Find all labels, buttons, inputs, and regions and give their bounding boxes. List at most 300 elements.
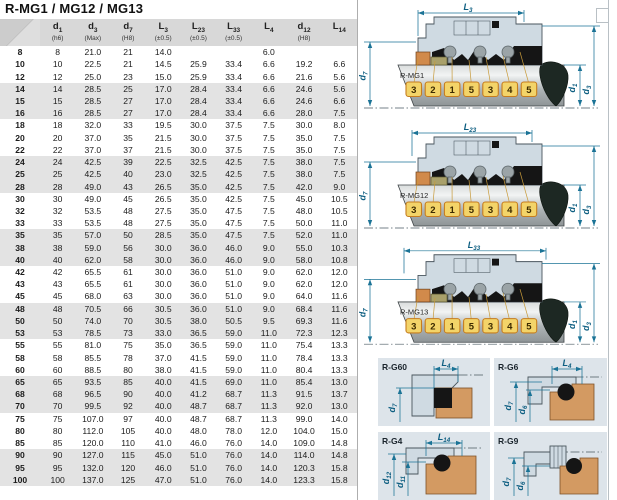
table-cell: 38: [52, 242, 63, 253]
table-cell: 28.5: [154, 230, 172, 241]
table-cell: 35.0: [154, 340, 172, 351]
table-row: [0, 437, 357, 449]
table-cell: 88.5: [84, 364, 102, 375]
table-cell: 62.0: [295, 279, 313, 290]
part-number: 2: [430, 85, 436, 96]
table-cell: 38.0: [295, 169, 313, 180]
row-size: 32: [15, 205, 25, 216]
table-cell: 18: [52, 120, 63, 131]
row-size: 33: [15, 218, 25, 229]
table-cell: 24.6: [295, 83, 313, 94]
table-cell: 36.0: [190, 242, 207, 253]
row-size: 10: [15, 59, 25, 70]
table-cell: 52.0: [295, 230, 313, 241]
table-cell: 80: [52, 425, 63, 436]
table-cell: 58: [123, 254, 133, 265]
table-row: [0, 254, 357, 266]
table-cell: 46.0: [225, 254, 243, 265]
table-cell: 80.4: [295, 364, 313, 375]
table-cell: 45.0: [295, 193, 313, 204]
row-size: 75: [15, 413, 25, 424]
part-number: 3: [411, 85, 417, 96]
table-cell: 69.0: [225, 377, 243, 388]
table-cell: 70.5: [84, 303, 102, 314]
table-cell: 41.5: [190, 364, 207, 375]
table-cell: 36.5: [190, 328, 207, 339]
table-cell: 6.6: [262, 59, 275, 70]
table-cell: 13.7: [330, 389, 348, 400]
part-number: 5: [526, 320, 532, 332]
table-cell: 42.5: [84, 169, 102, 180]
table-cell: 42.5: [84, 157, 102, 168]
table-cell: 20: [52, 132, 63, 143]
table-cell: 28.0: [295, 108, 313, 119]
table-cell: 35.0: [190, 193, 207, 204]
table-cell: 24: [52, 157, 63, 168]
table-cell: 14.8: [330, 438, 348, 449]
row-size: 65: [15, 377, 25, 388]
table-cell: 7.5: [333, 169, 346, 180]
table-cell: 95: [52, 462, 63, 473]
diagram-label: R-MG1: [400, 71, 425, 80]
o-ring: [566, 458, 582, 474]
table-cell: 85.4: [295, 377, 313, 388]
table-cell: 110: [121, 438, 135, 449]
table-cell: 78.5: [84, 328, 102, 339]
row-size: 85: [15, 438, 25, 449]
row-size: 22: [15, 144, 25, 155]
table-cell: 40.0: [154, 413, 172, 424]
table-cell: 42.0: [295, 181, 313, 192]
part-number: 4: [507, 205, 513, 216]
table-cell: 13.0: [330, 377, 348, 388]
col-header-d1: $d_1$ (h6): [40, 19, 75, 46]
table-cell: 81.0: [84, 340, 102, 351]
table-cell: 68.7: [225, 389, 243, 400]
table-cell: 61: [123, 279, 133, 290]
table-cell: 63: [123, 291, 133, 302]
dim-label-d3: $d_3$: [580, 322, 594, 331]
dim-label-d7: $d_7$: [387, 403, 399, 413]
table-cell: 30.5: [154, 315, 172, 326]
table-cell: [322, 46, 357, 58]
table-cell: 28.5: [84, 83, 102, 94]
table-cell: 99.0: [295, 413, 313, 424]
table-cell: 36.0: [190, 267, 207, 278]
table-cell: 51.0: [225, 303, 243, 314]
table-cell: 12.3: [330, 328, 348, 339]
dim-label-d6: $d_6$: [515, 481, 527, 491]
table-cell: 7.5: [262, 120, 275, 131]
table-cell: 58: [52, 352, 63, 363]
seat-label: R-G60: [382, 362, 408, 372]
part-number: 2: [430, 320, 436, 332]
table-cell: 46.0: [225, 242, 243, 253]
col-header-l23: $L_{23}$ (±0.5): [181, 19, 216, 46]
table-row: [0, 400, 357, 412]
table-cell: 14.0: [154, 47, 172, 58]
col-header-d3: $d_3$ (Max): [75, 19, 110, 46]
table-cell: 14: [52, 83, 63, 94]
table-cell: 9.0: [262, 242, 275, 253]
table-row: [0, 242, 357, 254]
table-cell: 50: [123, 230, 133, 241]
table-cell: 37.5: [225, 132, 243, 143]
table-cell: 137.0: [82, 474, 104, 485]
table-cell: 37.0: [84, 132, 102, 143]
table-cell: 75: [123, 340, 133, 351]
table-cell: 14.0: [330, 413, 348, 424]
table-cell: 6.6: [333, 59, 346, 70]
diagram-r-mg12: [356, 122, 610, 240]
table-cell: 11.0: [331, 218, 348, 229]
table-cell: 38.0: [295, 157, 313, 168]
table-cell: 37.5: [225, 144, 243, 155]
corner-cell: [0, 19, 40, 46]
table-cell: 11.6: [331, 303, 348, 314]
table-cell: 61: [123, 267, 133, 278]
table-cell: 75: [52, 413, 63, 424]
row-size: 14: [15, 83, 25, 94]
table-cell: 33.4: [225, 108, 243, 119]
table-cell: 35: [52, 230, 63, 241]
part-number: 2: [430, 205, 436, 216]
table-cell: 30.0: [154, 254, 172, 265]
table-cell: 6.6: [333, 95, 346, 106]
table-cell: 6.0: [262, 47, 275, 58]
table-cell: 42.5: [225, 193, 243, 204]
row-size: 60: [15, 364, 25, 375]
table-cell: 64.0: [295, 291, 313, 302]
table-cell: 38.0: [190, 315, 207, 326]
table-cell: 76.0: [225, 474, 243, 485]
table-cell: 8: [55, 47, 61, 58]
row-size: 40: [15, 254, 25, 265]
table-cell: 59.0: [225, 352, 243, 363]
table-cell: 65.5: [84, 267, 102, 278]
table-cell: 66: [123, 303, 133, 314]
table-cell: 35.0: [190, 181, 207, 192]
row-size: 30: [15, 193, 25, 204]
table-cell: 30.0: [190, 144, 207, 155]
table-cell: 68.4: [295, 303, 313, 314]
panel-r-g4: [378, 432, 490, 500]
table-cell: 32.5: [190, 169, 207, 180]
table-cell: 14.5: [154, 59, 172, 70]
table-cell: 123.3: [293, 474, 315, 485]
table-cell: 32.5: [190, 157, 207, 168]
table-cell: 9.0: [262, 291, 275, 302]
dim-label-l23: $L_{23}$: [463, 122, 477, 134]
table-cell: 13.0: [330, 401, 348, 412]
table-cell: 15: [52, 95, 63, 106]
table-cell: 7.5: [262, 230, 275, 241]
o-ring: [434, 455, 451, 472]
table-cell: 9.0: [262, 279, 275, 290]
table-cell: 27: [123, 95, 133, 106]
table-cell: 76.0: [225, 462, 243, 473]
table-cell: 35.0: [190, 218, 207, 229]
table-cell: 49.0: [84, 181, 102, 192]
diagram-r-mg1: [356, 2, 610, 120]
part-number: 3: [487, 205, 494, 216]
table-cell: 28.4: [190, 95, 207, 106]
table-cell: 9.5: [262, 315, 275, 326]
table-cell: 30.0: [154, 279, 172, 290]
elastomer: [434, 388, 452, 408]
table-cell: 12.0: [330, 279, 348, 290]
table-cell: 7.5: [262, 132, 275, 143]
dim-label-d7: $d_7$: [501, 477, 513, 487]
table-cell: 28.5: [84, 108, 102, 119]
table-cell: 114.0: [293, 450, 315, 461]
part-number: 4: [507, 85, 513, 96]
table-cell: 6.6: [262, 95, 275, 106]
table-cell: 96.5: [84, 389, 102, 400]
dimension-table: [0, 19, 357, 486]
table-cell: 30.0: [154, 291, 172, 302]
table-cell: 55.0: [295, 242, 313, 253]
table-cell: 12.0: [260, 425, 278, 436]
col-header-l3: $L_3$ (±0.5): [146, 19, 181, 46]
dim-label-d7: $d_7$: [503, 401, 515, 411]
table-body: [0, 46, 357, 486]
table-cell: 10.5: [330, 205, 348, 216]
table-row: [0, 46, 357, 58]
table-cell: 85: [52, 438, 63, 449]
col-header-l33: $L_{33}$ (±0.5): [216, 19, 251, 46]
row-size: 38: [15, 242, 25, 253]
row-size: 28: [15, 181, 25, 192]
table-cell: 11.6: [331, 315, 348, 326]
o-ring: [558, 384, 575, 401]
table-cell: 33.0: [154, 328, 172, 339]
table-cell: [286, 46, 321, 58]
table-cell: 33.4: [225, 71, 243, 82]
dim-label-d1: $d_1$: [566, 320, 580, 329]
part-number: 5: [526, 205, 532, 216]
table-cell: 19.2: [295, 59, 313, 70]
table-row: [0, 474, 357, 486]
table-cell: 9.0: [262, 303, 275, 314]
table-row: [0, 449, 357, 461]
row-size: 95: [15, 462, 25, 473]
table-row: [0, 290, 357, 302]
table-row: [0, 168, 357, 180]
table-cell: 112.0: [82, 425, 104, 436]
seat-label: R-G6: [498, 362, 519, 372]
part-number: 5: [468, 205, 474, 216]
table-cell: 92: [123, 401, 133, 412]
table-cell: 13.3: [330, 352, 348, 363]
table-cell: 42.5: [225, 157, 243, 168]
table-cell: 10.5: [330, 193, 348, 204]
row-size: 80: [15, 425, 25, 436]
table-cell: 21: [123, 47, 133, 58]
dim-label-l14: $L_{14}$: [437, 432, 451, 444]
diagram-label: R-MG13: [400, 307, 429, 317]
table-cell: 105: [120, 425, 136, 436]
table-cell: 132.0: [82, 462, 104, 473]
table-cell: 11.6: [331, 291, 348, 302]
row-size: 48: [15, 303, 25, 314]
part-number: 1: [449, 85, 455, 96]
table-cell: 85: [123, 377, 133, 388]
table-cell: 100: [50, 474, 65, 485]
table-cell: 53.5: [84, 218, 102, 229]
table-cell: 8.0: [333, 120, 346, 131]
row-size: 24: [15, 157, 25, 168]
table-cell: 21.5: [154, 132, 172, 143]
table-row: [0, 266, 357, 278]
table-cell: 48.7: [190, 413, 207, 424]
table-cell: 7.5: [262, 157, 275, 168]
table-cell: 21.0: [84, 47, 102, 58]
table-cell: 7.5: [262, 144, 275, 155]
table-cell: 42: [52, 267, 63, 278]
table-cell: 68.7: [225, 401, 243, 412]
table-cell: 7.5: [262, 193, 275, 204]
table-cell: 120.0: [82, 438, 104, 449]
table-cell: 30.0: [295, 120, 313, 131]
table-cell: 27.5: [154, 205, 172, 216]
table-cell: 7.5: [333, 157, 346, 168]
col-header-l14: $L_{14}$: [322, 19, 357, 46]
table-cell: 40: [123, 169, 133, 180]
table-cell: 62.0: [295, 267, 313, 278]
table-cell: 39: [123, 157, 133, 168]
table-cell: 35: [123, 132, 133, 143]
table-cell: 25.9: [190, 59, 207, 70]
table-cell: 90: [52, 450, 63, 461]
table-cell: 51.0: [190, 462, 207, 473]
table-cell: 48: [123, 218, 133, 229]
table-cell: 74.0: [84, 315, 102, 326]
table-cell: 21: [123, 59, 133, 70]
table-row: [0, 156, 357, 168]
table-cell: 48.0: [295, 205, 313, 216]
table-cell: 12: [52, 71, 63, 82]
table-cell: 11.0: [260, 328, 277, 339]
table-cell: 14.0: [260, 438, 278, 449]
row-size: 70: [15, 401, 25, 412]
table-cell: 48.7: [190, 401, 207, 412]
dim-label-l3: $L_3$: [463, 2, 473, 14]
table-cell: 51.0: [190, 474, 207, 485]
table-cell: 36.0: [190, 291, 207, 302]
table-cell: 9.0: [333, 181, 346, 192]
table-cell: 37.0: [154, 352, 172, 363]
dim-label-l4: $L_4$: [562, 358, 572, 370]
table-cell: 59.0: [225, 340, 243, 351]
table-cell: 78.4: [295, 352, 313, 363]
table-cell: 90: [123, 389, 133, 400]
table-cell: 22: [52, 144, 63, 155]
dim-label-d11: $d_{11}$: [395, 476, 407, 488]
table-cell: 15.0: [330, 425, 348, 436]
part-number: 1: [449, 205, 455, 216]
part-number: 4: [507, 320, 513, 332]
table-row: [0, 327, 357, 339]
dim-label-d3: $d_3$: [581, 205, 593, 215]
table-header: [0, 19, 357, 46]
table-cell: 125: [120, 474, 136, 485]
table-cell: 78: [123, 352, 133, 363]
table-row: [0, 376, 357, 388]
dim-label-d1: $d_1$: [567, 203, 579, 213]
table-cell: 51.0: [225, 279, 243, 290]
table-cell: 9.0: [262, 254, 275, 265]
diagram-r-mg13: [356, 240, 610, 356]
table-cell: 41.5: [190, 352, 207, 363]
part-number: 5: [526, 85, 532, 96]
table-cell: 33.4: [225, 59, 243, 70]
table-cell: 76.0: [225, 438, 243, 449]
table-cell: 53.5: [84, 205, 102, 216]
table-cell: 25.9: [190, 71, 207, 82]
table-cell: 7.5: [333, 108, 346, 119]
table-cell: 36.0: [190, 303, 207, 314]
table-cell: 59.0: [84, 242, 102, 253]
table-cell: 23.0: [154, 169, 172, 180]
row-size: 16: [15, 108, 25, 119]
table-cell: 33.4: [225, 83, 243, 94]
table-cell: 92.0: [295, 401, 313, 412]
table-cell: 127.0: [82, 450, 104, 461]
table-cell: 11.0: [260, 377, 277, 388]
table-cell: 35.0: [295, 132, 313, 143]
table-cell: 14.0: [260, 450, 278, 461]
table-row: [0, 364, 357, 376]
table-row: [0, 83, 357, 95]
table-cell: 7.5: [262, 181, 275, 192]
part-number: 1: [449, 320, 455, 332]
table-cell: 70: [52, 401, 63, 412]
table-cell: 6.6: [262, 71, 275, 82]
table-cell: 10.8: [330, 254, 348, 265]
table-cell: 59.0: [225, 328, 243, 339]
part-number: 3: [487, 85, 494, 96]
table-cell: 48: [52, 303, 63, 314]
table-cell: 12.0: [330, 267, 348, 278]
table-cell: [181, 46, 216, 58]
panel-r-g6: [494, 358, 607, 426]
table-cell: 11.3: [260, 401, 277, 412]
table-cell: 22.5: [154, 157, 172, 168]
table-cell: 26.5: [154, 181, 172, 192]
table-cell: 7.5: [262, 169, 275, 180]
table-cell: 6.6: [262, 108, 275, 119]
table-cell: 120.3: [293, 462, 315, 473]
table-row: [0, 144, 357, 156]
table-cell: 40.0: [154, 425, 172, 436]
row-size: 90: [15, 450, 25, 461]
dim-label-d12: $d_{12}$: [381, 471, 393, 485]
table-cell: 51.0: [225, 291, 243, 302]
table-cell: 50: [52, 315, 63, 326]
table-cell: 69.3: [295, 315, 313, 326]
table-cell: 65.5: [84, 279, 102, 290]
dim-label-l33: $L_{33}$: [467, 240, 481, 252]
table-cell: 9.0: [262, 267, 275, 278]
table-row: [0, 413, 357, 425]
table-cell: 14.0: [260, 474, 278, 485]
table-cell: 85.5: [84, 352, 102, 363]
table-cell: 7.5: [333, 144, 346, 155]
row-size: 50: [15, 315, 25, 326]
table-cell: 21.6: [295, 71, 313, 82]
seat: [426, 456, 476, 494]
